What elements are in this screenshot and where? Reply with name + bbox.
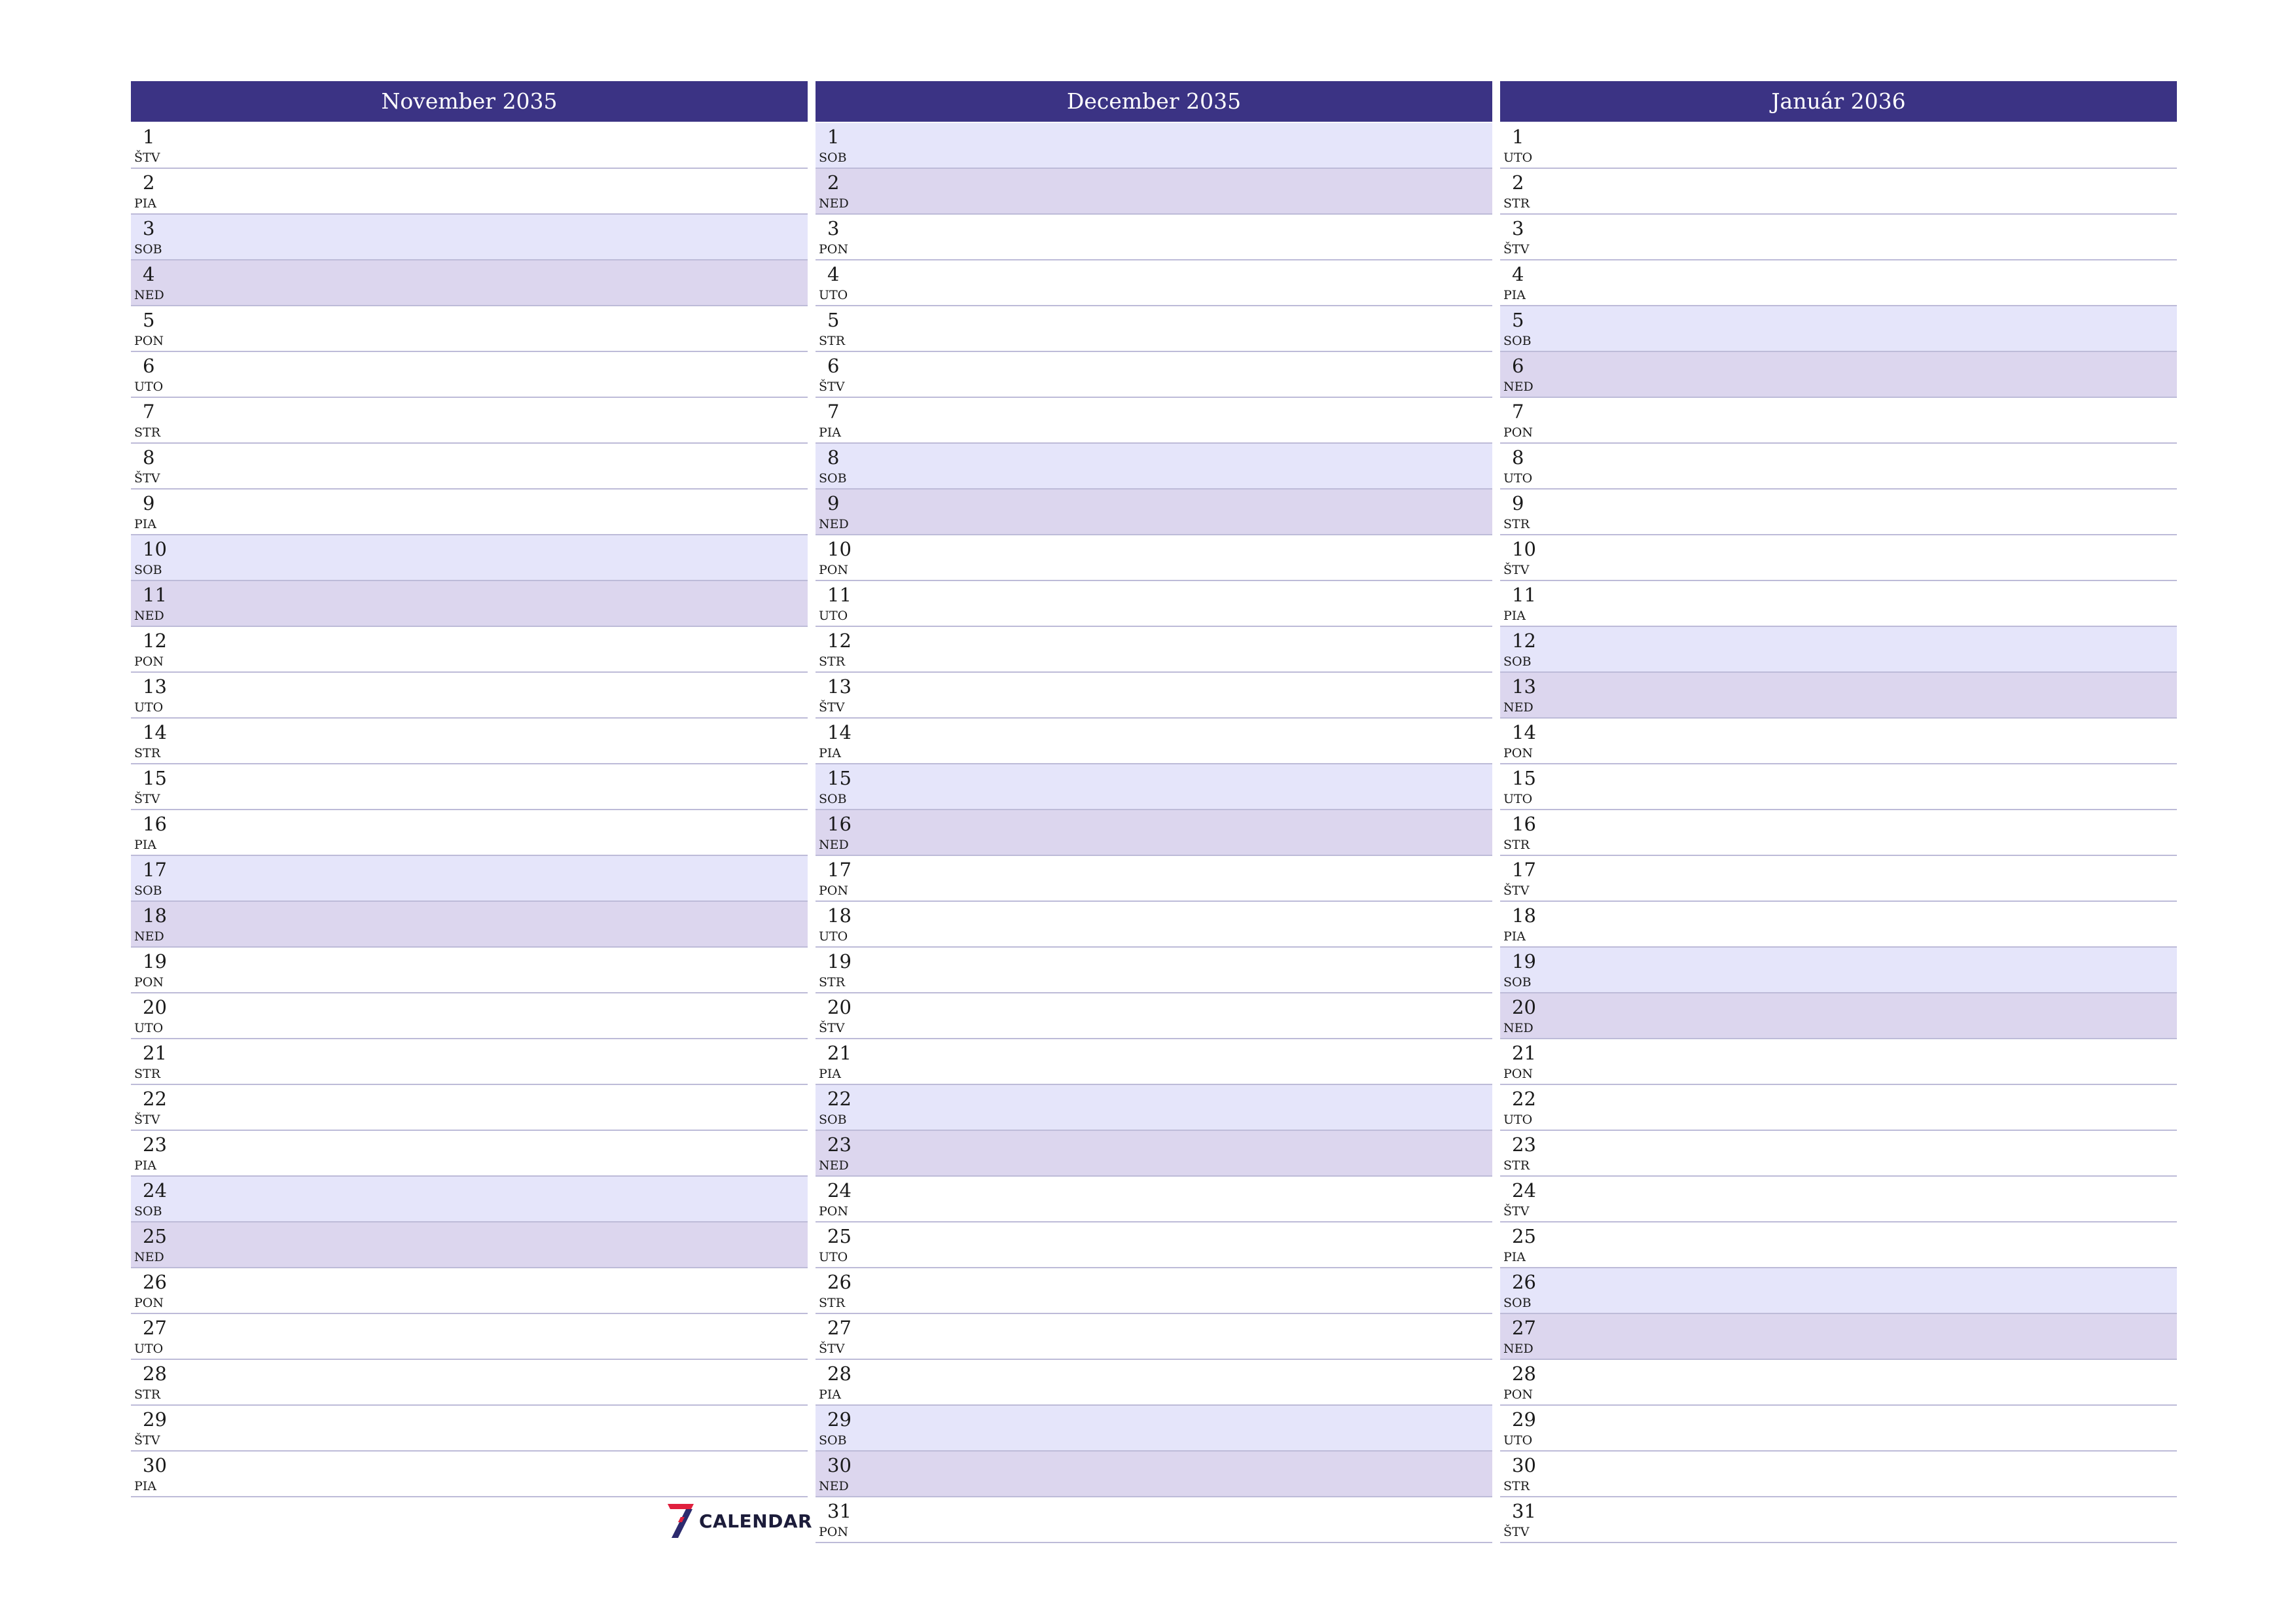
logo-text: CALENDAR [699,1510,813,1532]
day-row [816,1085,1492,1131]
day-name: NED [134,288,164,302]
day-number: 17 [1512,859,1536,881]
day-name: NED [134,1250,164,1264]
day-name: NED [134,929,164,944]
day-name: SOB [819,151,847,165]
day-number: 7 [143,401,155,423]
day-number: 28 [143,1363,167,1385]
day-row [816,398,1492,444]
day-row [131,764,808,810]
day-row [131,535,808,581]
day-number: 20 [827,996,852,1018]
day-name: SOB [819,1433,847,1448]
day-name: PON [134,1296,164,1310]
day-number: 14 [1512,721,1536,743]
day-number: 9 [827,492,840,514]
day-row [816,1268,1492,1314]
day-row [1500,719,2177,764]
day-name: NED [1503,1021,1534,1035]
day-name: PIA [134,1158,157,1173]
day-number: 4 [827,263,840,285]
day-name: UTO [1503,1113,1533,1127]
day-number: 4 [143,263,155,285]
day-number: 26 [143,1271,167,1293]
day-number: 26 [827,1271,852,1293]
month-column-january [1500,81,2177,1543]
day-row [1500,581,2177,627]
day-name: ŠTV [819,1342,845,1356]
day-row [1500,352,2177,398]
day-name: NED [819,196,849,211]
day-name: SOB [1503,334,1532,348]
day-name: UTO [819,288,848,302]
day-row [131,856,808,902]
day-row [816,123,1492,169]
day-number: 18 [1512,904,1536,927]
day-row [1500,398,2177,444]
day-number: 21 [827,1042,852,1064]
day-name: PON [819,1525,848,1539]
day-name: STR [1503,838,1530,852]
day-row [1500,535,2177,581]
day-name: NED [1503,700,1534,715]
day-row [816,1452,1492,1497]
day-name: ŠTV [1503,563,1530,577]
day-name: SOB [134,563,162,577]
day-name: SOB [134,883,162,898]
day-row [816,306,1492,352]
day-row [131,719,808,764]
day-name: ŠTV [134,792,160,806]
day-row [816,856,1492,902]
day-number: 4 [1512,263,1524,285]
month-header: Január 2036 [1500,81,2177,122]
day-row [131,1406,808,1452]
day-row [816,948,1492,993]
day-row [1500,444,2177,490]
day-number: 23 [143,1133,167,1156]
day-row [1500,260,2177,306]
day-number: 19 [827,950,852,972]
day-name: ŠTV [1503,1525,1530,1539]
brand-logo [666,1503,812,1539]
day-row [131,490,808,535]
day-number: 16 [1512,813,1536,835]
day-row [816,260,1492,306]
day-row [131,627,808,673]
day-number: 13 [1512,675,1536,698]
day-number: 5 [143,309,155,331]
day-number: 16 [143,813,167,835]
day-row [816,581,1492,627]
day-number: 8 [1512,446,1524,469]
day-number: 24 [143,1179,167,1202]
day-row [816,764,1492,810]
day-name: SOB [134,242,162,257]
day-row [1500,215,2177,260]
day-row [1500,810,2177,856]
day-number: 11 [143,584,167,606]
day-number: 17 [827,859,852,881]
day-name: UTO [134,700,164,715]
day-number: 15 [827,767,852,789]
day-name: PON [819,1204,848,1219]
day-row [131,444,808,490]
day-row [131,902,808,948]
day-number: 18 [827,904,852,927]
day-name: UTO [1503,151,1533,165]
day-number: 20 [1512,996,1536,1018]
day-number: 21 [1512,1042,1536,1064]
day-row [131,306,808,352]
day-number: 9 [143,492,155,514]
day-number: 14 [143,721,167,743]
day-number: 10 [827,538,852,560]
day-name: NED [819,1158,849,1173]
day-number: 12 [827,630,852,652]
month-column-december [816,81,1492,1543]
day-row [1500,1131,2177,1177]
day-name: SOB [819,471,847,486]
day-number: 23 [827,1133,852,1156]
day-row [816,673,1492,719]
day-row [131,1452,808,1497]
day-name: ŠTV [819,700,845,715]
day-name: PIA [1503,1250,1526,1264]
day-list [816,123,1492,1543]
day-row [131,810,808,856]
day-row [131,948,808,993]
day-row [131,993,808,1039]
day-number: 30 [1512,1454,1536,1476]
day-number: 21 [143,1042,167,1064]
day-number: 15 [143,767,167,789]
day-row [816,1222,1492,1268]
day-name: NED [134,609,164,623]
day-row [1500,673,2177,719]
day-row [131,1085,808,1131]
day-number: 3 [827,217,840,240]
day-name: STR [819,975,845,990]
day-name: STR [134,1067,160,1081]
day-number: 18 [143,904,167,927]
day-number: 7 [827,401,840,423]
day-row [1500,1177,2177,1222]
day-name: PON [819,883,848,898]
day-number: 22 [143,1088,167,1110]
day-row [816,1314,1492,1360]
day-number: 27 [143,1317,167,1339]
day-number: 8 [827,446,840,469]
day-name: PON [819,242,848,257]
day-number: 27 [827,1317,852,1339]
day-number: 7 [1512,401,1524,423]
day-number: 13 [143,675,167,698]
day-number: 22 [827,1088,852,1110]
day-name: PIA [819,425,842,440]
day-number: 5 [1512,309,1524,331]
day-name: ŠTV [819,380,845,394]
day-name: UTO [1503,471,1533,486]
day-row [1500,1497,2177,1543]
day-row [131,673,808,719]
day-number: 6 [1512,355,1524,377]
day-row [131,215,808,260]
day-number: 3 [143,217,155,240]
day-name: PIA [1503,929,1526,944]
day-number: 6 [143,355,155,377]
day-row [131,1131,808,1177]
month-header: November 2035 [131,81,808,122]
day-name: STR [134,1387,160,1402]
day-number: 29 [1512,1408,1536,1431]
day-number: 25 [827,1225,852,1247]
day-number: 15 [1512,767,1536,789]
day-name: NED [819,1479,849,1493]
day-number: 5 [827,309,840,331]
month-header: December 2035 [816,81,1492,122]
day-number: 10 [1512,538,1536,560]
day-row [1500,490,2177,535]
day-number: 1 [1512,126,1524,148]
day-number: 2 [143,171,155,194]
day-number: 20 [143,996,167,1018]
day-row [816,490,1492,535]
day-row [816,215,1492,260]
day-name: SOB [819,792,847,806]
day-number: 19 [1512,950,1536,972]
day-name: UTO [134,1021,164,1035]
day-name: ŠTV [134,471,160,486]
day-number: 13 [827,675,852,698]
day-row [1500,1314,2177,1360]
day-number: 19 [143,950,167,972]
day-number: 17 [143,859,167,881]
day-name: STR [819,334,845,348]
day-number: 25 [143,1225,167,1247]
day-list [131,123,808,1497]
day-number: 11 [827,584,852,606]
day-name: SOB [1503,654,1532,669]
day-number: 8 [143,446,155,469]
day-row [131,1314,808,1360]
day-name: ŠTV [819,1021,845,1035]
day-name: UTO [134,1342,164,1356]
day-number: 28 [827,1363,852,1385]
day-number: 31 [1512,1500,1536,1522]
day-row [1500,764,2177,810]
day-number: 26 [1512,1271,1536,1293]
day-row [816,1360,1492,1406]
day-name: NED [819,517,849,531]
day-row [131,1360,808,1406]
day-row [131,169,808,215]
day-row [131,1177,808,1222]
day-number: 24 [1512,1179,1536,1202]
day-name: SOB [1503,975,1532,990]
day-number: 6 [827,355,840,377]
day-name: UTO [819,609,848,623]
day-row [816,719,1492,764]
day-number: 24 [827,1179,852,1202]
day-row [1500,306,2177,352]
day-row [131,1039,808,1085]
day-number: 10 [143,538,167,560]
day-name: NED [819,838,849,852]
day-name: SOB [134,1204,162,1219]
day-name: PON [819,563,848,577]
day-row [816,1039,1492,1085]
day-list [1500,123,2177,1543]
day-number: 25 [1512,1225,1536,1247]
day-name: PON [1503,425,1533,440]
day-row [1500,627,2177,673]
day-row [1500,1452,2177,1497]
day-name: PON [1503,1067,1533,1081]
day-number: 9 [1512,492,1524,514]
day-row [131,1222,808,1268]
day-row [131,260,808,306]
day-name: STR [134,425,160,440]
day-number: 2 [827,171,840,194]
day-name: SOB [1503,1296,1532,1310]
day-row [1500,948,2177,993]
day-row [1500,902,2177,948]
day-number: 11 [1512,584,1536,606]
day-number: 1 [827,126,840,148]
day-row [816,352,1492,398]
day-name: NED [1503,1342,1534,1356]
day-name: ŠTV [134,151,160,165]
day-name: PIA [134,1479,157,1493]
day-number: 31 [827,1500,852,1522]
day-number: 27 [1512,1317,1536,1339]
day-row [816,169,1492,215]
day-row [1500,123,2177,169]
day-number: 29 [143,1408,167,1431]
day-row [1500,169,2177,215]
day-row [816,627,1492,673]
day-row [1500,1406,2177,1452]
day-name: STR [1503,196,1530,211]
day-name: PIA [1503,609,1526,623]
month-column-november [131,81,808,1497]
day-row [1500,856,2177,902]
day-name: PON [134,334,164,348]
day-number: 1 [143,126,155,148]
day-name: STR [134,746,160,760]
day-number: 16 [827,813,852,835]
day-name: UTO [819,1250,848,1264]
day-name: PIA [1503,288,1526,302]
day-row [816,1131,1492,1177]
day-name: UTO [1503,792,1533,806]
day-name: ŠTV [1503,1204,1530,1219]
day-number: 2 [1512,171,1524,194]
day-name: STR [1503,517,1530,531]
day-name: SOB [819,1113,847,1127]
day-name: PIA [819,1387,842,1402]
day-number: 30 [827,1454,852,1476]
day-name: STR [819,1296,845,1310]
day-number: 29 [827,1408,852,1431]
day-name: ŠTV [134,1113,160,1127]
day-name: STR [1503,1479,1530,1493]
day-row [1500,1085,2177,1131]
day-name: STR [1503,1158,1530,1173]
day-row [816,1177,1492,1222]
day-row [1500,1268,2177,1314]
day-name: ŠTV [1503,242,1530,257]
day-row [816,535,1492,581]
day-name: ŠTV [1503,883,1530,898]
day-row [816,810,1492,856]
day-number: 12 [143,630,167,652]
day-name: PIA [819,1067,842,1081]
day-row [1500,1360,2177,1406]
day-name: UTO [1503,1433,1533,1448]
seven-logo-icon [666,1503,695,1539]
day-name: NED [1503,380,1534,394]
day-row [816,902,1492,948]
day-name: PIA [819,746,842,760]
day-number: 23 [1512,1133,1536,1156]
day-name: PON [134,975,164,990]
day-name: PON [1503,1387,1533,1402]
day-number: 22 [1512,1088,1536,1110]
day-number: 30 [143,1454,167,1476]
day-row [816,993,1492,1039]
day-row [131,1268,808,1314]
day-name: UTO [134,380,164,394]
day-name: PIA [134,838,157,852]
day-row [131,581,808,627]
day-number: 12 [1512,630,1536,652]
day-row [816,1406,1492,1452]
day-name: STR [819,654,845,669]
day-name: PON [1503,746,1533,760]
day-name: PON [134,654,164,669]
day-row [1500,1039,2177,1085]
day-name: ŠTV [134,1433,160,1448]
day-name: PIA [134,517,157,531]
day-row [131,123,808,169]
day-row [131,352,808,398]
day-name: PIA [134,196,157,211]
day-row [816,444,1492,490]
day-row [816,1497,1492,1543]
day-number: 28 [1512,1363,1536,1385]
day-row [1500,993,2177,1039]
day-number: 14 [827,721,852,743]
day-number: 3 [1512,217,1524,240]
day-row [1500,1222,2177,1268]
day-name: UTO [819,929,848,944]
day-row [131,398,808,444]
